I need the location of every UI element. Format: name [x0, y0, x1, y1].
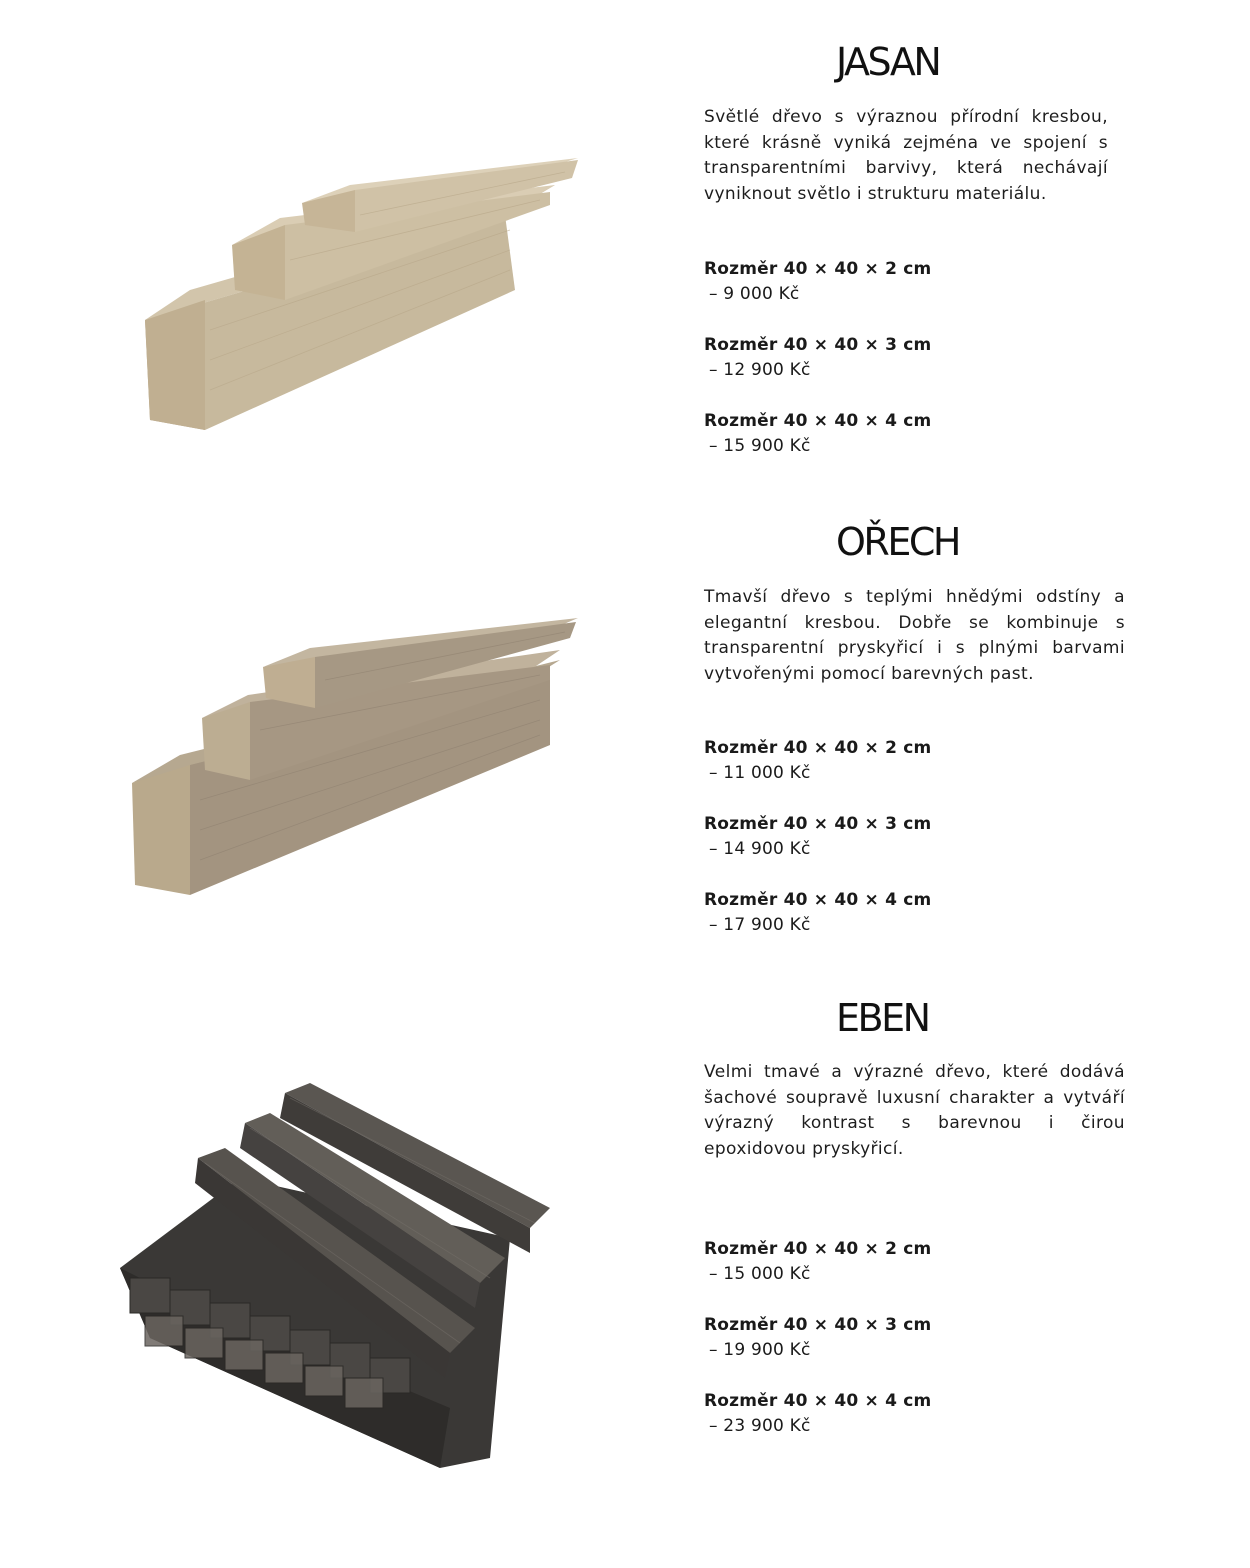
size-label: Rozměr 40 × 40 × 3 cm — [704, 1315, 932, 1335]
wood-photo-eben — [110, 1078, 610, 1478]
walnut-wood-sticks-image — [110, 480, 610, 950]
price-list — [704, 736, 1104, 938]
price-option — [704, 1237, 1104, 1287]
wood-description: Světlé dřevo s výraznou přírodní kresbou, které krásně vyniká zejména ve spojení s transparentními barvivy, která nechávají vyniknout světlo i strukturu materiálu. — [704, 107, 1108, 204]
size-label: Rozměr 40 × 40 × 3 cm — [704, 814, 932, 834]
wood-description: Velmi tmavé a výrazné dřevo, které dodává šachové soupravě luxusní charakter a vytváří výrazný kontrast s barevnou i čirou epoxidovou pryskyřicí. — [704, 1062, 1125, 1159]
price-value: – 11 000 Kč — [709, 763, 811, 783]
section-jasan — [0, 0, 1250, 480]
price-list — [704, 257, 1104, 459]
price-option — [704, 888, 1104, 938]
size-label: Rozměr 40 × 40 × 2 cm — [704, 259, 932, 279]
price-value: – 23 900 Kč — [709, 1416, 811, 1436]
ebony-wood-pile-image — [110, 1078, 610, 1478]
price-option — [704, 257, 1104, 307]
size-label: Rozměr 40 × 40 × 3 cm — [704, 335, 932, 355]
price-value: – 17 900 Kč — [709, 915, 811, 935]
price-list — [704, 1237, 1104, 1439]
size-label: Rozměr 40 × 40 × 2 cm — [704, 1239, 932, 1259]
price-option — [704, 409, 1104, 459]
wood-title: OŘECH — [836, 520, 959, 564]
size-label: Rozměr 40 × 40 × 4 cm — [704, 890, 932, 910]
size-label: Rozměr 40 × 40 × 4 cm — [704, 1391, 932, 1411]
wood-photo-orech — [110, 480, 610, 950]
price-option — [704, 333, 1104, 383]
price-value: – 15 000 Kč — [709, 1264, 811, 1284]
price-value: – 15 900 Kč — [709, 436, 811, 456]
wood-photo-jasan — [110, 0, 610, 470]
size-label: Rozměr 40 × 40 × 4 cm — [704, 411, 932, 431]
price-value: – 14 900 Kč — [709, 839, 811, 859]
size-label: Rozměr 40 × 40 × 2 cm — [704, 738, 932, 758]
wood-title: EBEN — [836, 996, 929, 1040]
price-value: – 9 000 Kč — [709, 284, 800, 304]
price-option — [704, 736, 1104, 786]
price-value: – 12 900 Kč — [709, 360, 811, 380]
price-option — [704, 1389, 1104, 1439]
ash-wood-sticks-image — [110, 0, 610, 470]
wood-description: Tmavší dřevo s teplými hnědými odstíny a elegantní kresbou. Dobře se kombinuje s transparentní pryskyřicí i s plnými barvami vytvořenými pomocí barevných past. — [704, 587, 1125, 684]
price-option — [704, 812, 1104, 862]
price-value: – 19 900 Kč — [709, 1340, 811, 1360]
section-orech — [0, 480, 1250, 960]
section-eben — [0, 958, 1250, 1518]
price-option — [704, 1313, 1104, 1363]
wood-title: JASAN — [836, 40, 940, 84]
